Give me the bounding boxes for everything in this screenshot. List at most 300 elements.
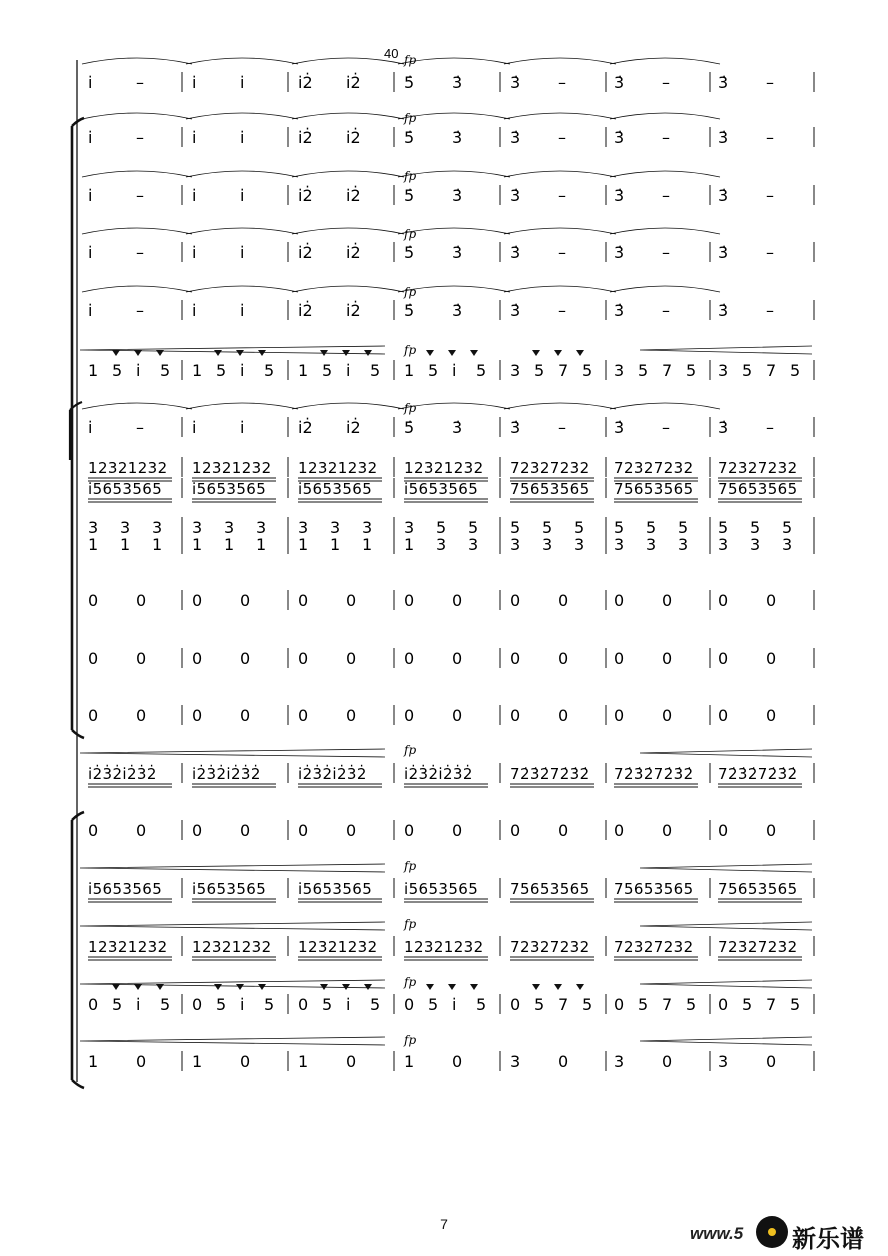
note: – [136,73,144,92]
note-figure: 72̇3̇2̇72̇3̇2̇ [510,765,590,783]
note: – [662,73,670,92]
note: 3̇ [718,243,729,262]
accent-mark [470,350,478,356]
measure [404,243,462,262]
note: 0 [510,995,521,1014]
note: 0 [404,995,415,1014]
note: 0 [404,649,415,668]
measure [510,535,584,554]
note: 0 [452,649,463,668]
note: 3̇ [510,301,521,320]
accent-mark [426,984,434,990]
slur [186,228,298,234]
slur [82,286,192,292]
measure [88,418,144,437]
note: 0 [346,1052,357,1071]
note: 0 [766,591,777,610]
note: 3̇ [510,73,521,92]
measure [404,995,486,1014]
measure [192,938,276,960]
note: 3 [88,518,99,537]
note: 5 [428,361,439,380]
note: 3 [362,518,373,537]
note: – [558,128,566,147]
measure [88,938,172,960]
note: 5 [790,361,801,380]
note: i̇ [240,73,245,92]
measure [88,459,172,481]
measure [510,765,594,787]
note: i̇2̇ [346,73,361,92]
note: – [766,243,774,262]
note: 0 [240,1052,251,1071]
slur [292,171,404,177]
measure [88,73,144,92]
note: 0 [240,649,251,668]
accent-mark [448,984,456,990]
note-figure: 12321232 [192,938,272,956]
note-figure: i̇5653565 [88,880,163,898]
note: 0 [404,591,415,610]
note: 0 [510,821,521,840]
note: 5 [112,995,123,1014]
note: 5 [264,361,275,380]
note: 5̇ [404,73,415,92]
dynamic-mark: fp [404,1033,417,1047]
measure [614,1052,672,1071]
slur [292,228,404,234]
note: 3̇ [614,73,625,92]
measure [404,128,462,147]
slur [292,286,404,292]
note-figure: 75653565 [614,480,694,498]
note: 3̇ [452,243,463,262]
accent-mark [258,984,266,990]
measure [88,128,144,147]
note: 0 [614,649,625,668]
note: 7 [662,361,673,380]
note: 0 [298,821,309,840]
note: 0 [510,706,521,725]
measure [404,361,486,380]
note: i̇ [88,128,93,147]
hairpin [80,922,385,930]
note-figure: 72̇3̇2̇72̇3̇2̇ [614,765,694,783]
measure [88,1052,146,1071]
measure [298,301,361,320]
note-figure: 72327232 [614,459,694,477]
dynamic-mark: fp [404,975,417,989]
note: 3 [256,518,267,537]
accent-mark [364,350,372,356]
note: 0 [136,591,147,610]
accent-mark [426,350,434,356]
note: i̇ [88,418,93,437]
note-figure: 72327232 [718,459,798,477]
measure [88,591,146,610]
measure [614,301,670,320]
note: i̇ [88,301,93,320]
slur [504,286,616,292]
measure [510,128,566,147]
note: 0 [718,821,729,840]
note: i̇ [192,418,197,437]
note: i̇ [346,361,351,380]
measure [510,361,592,380]
measure [718,243,774,262]
staff-melody-5 [88,300,814,320]
measure [614,821,672,840]
note: i̇ [240,418,245,437]
note: 5 [638,361,649,380]
note: 1 [298,1052,309,1071]
note: 0 [614,706,625,725]
note-figure: 72̇3̇2̇72̇3̇2̇ [718,765,798,783]
note: 5 [678,518,689,537]
note: – [766,301,774,320]
measure [510,706,568,725]
accent-mark [342,984,350,990]
note: 3̇ [614,301,625,320]
note-figure: 75653565 [510,480,590,498]
measure [718,765,802,787]
note-figure: 72327232 [510,938,590,956]
note: 0 [558,591,569,610]
note: 5 [216,361,227,380]
accent-mark [236,984,244,990]
note: – [558,186,566,205]
note: 0 [192,649,203,668]
measure [614,706,672,725]
note: 0 [452,591,463,610]
note: 0 [136,706,147,725]
note: i̇ [452,995,457,1014]
measure [614,73,670,92]
dynamic-mark: fp [404,285,417,299]
measure [298,459,382,481]
note-figure: 72327232 [614,938,694,956]
staff-melody-3 [88,185,814,205]
dynamic-mark: fp [404,343,417,357]
note: 5 [322,361,333,380]
note: 1 [152,535,163,554]
measure [510,73,566,92]
measure [298,73,361,92]
note: i̇ [240,243,245,262]
slur [186,171,298,177]
staff-melody-1 [88,72,814,92]
note: i̇2̇ [346,128,361,147]
slur [186,286,298,292]
accent-mark [112,984,120,990]
measure [298,764,382,787]
measure [298,649,356,668]
measure [298,591,356,610]
note: i̇2̇ [298,301,313,320]
measure [404,480,488,502]
hairpin [640,749,812,757]
measure [718,535,792,554]
measure [404,459,488,481]
note: – [136,128,144,147]
measure [404,764,488,787]
accent-mark [554,984,562,990]
staff-rest-4 [88,820,814,840]
note: 0 [510,591,521,610]
measure [192,301,244,320]
note-figure: 12321232 [404,938,484,956]
accent-mark [576,350,584,356]
measure [718,418,774,437]
measure [404,186,462,205]
note: 5 [742,995,753,1014]
note-figure: i̇5653565 [404,480,479,498]
note: 5 [542,518,553,537]
hairpin [80,980,385,988]
measure [192,459,276,481]
measure [88,243,144,262]
note: 3̇ [510,186,521,205]
note: 0 [88,821,99,840]
note-figure: 12321232 [88,938,168,956]
note: 3 [718,535,729,554]
watermark-url: www.5 [690,1224,744,1243]
note: 1 [256,535,267,554]
measure [192,706,250,725]
watermark [690,1216,880,1252]
note: 5 [428,995,439,1014]
staff-rest-3 [88,705,814,725]
measure [298,995,380,1014]
note: 1 [192,535,203,554]
note: 5 [534,361,545,380]
note: 0 [192,821,203,840]
measure [298,706,356,725]
note: – [662,418,670,437]
slur [610,403,720,409]
dynamic-mark: fp [404,53,417,67]
bracket-bass [72,812,84,1088]
measure [718,301,774,320]
note: 3 [718,1052,729,1071]
note: 5 [742,361,753,380]
note: 0 [88,649,99,668]
note-figure: i̇2̇3̇2̇i̇2̇3̇2̇ [404,765,473,783]
note-figure: i̇2̇3̇2̇i̇2̇3̇2̇ [298,765,367,783]
note: i̇2̇ [346,418,361,437]
note: – [558,301,566,320]
measure [298,186,361,205]
measure [404,706,462,725]
note: 0 [614,591,625,610]
note: 1 [88,361,99,380]
note: 3 [614,361,625,380]
note: 3̇ [614,243,625,262]
note: 0 [452,821,463,840]
measure [614,649,672,668]
note: 7 [558,361,569,380]
measure [614,880,698,902]
note: 3 [574,535,585,554]
note: 3 [436,535,447,554]
staff-figure-hi [88,763,814,787]
note-figure: 75653565 [614,880,694,898]
note: 5 [574,518,585,537]
accent-mark [554,350,562,356]
note: i̇2̇ [298,418,313,437]
measure [718,1052,776,1071]
note-figure: 72327232 [718,938,798,956]
measure [718,459,802,481]
note: 3 [152,518,163,537]
note: – [136,243,144,262]
note: 0 [662,591,673,610]
note: 5 [750,518,761,537]
note: 5 [436,518,447,537]
measure [192,1052,250,1071]
note: 5 [510,518,521,537]
note-figure: i̇5653565 [192,880,267,898]
measure [718,186,774,205]
note: – [766,186,774,205]
slur [504,58,616,64]
note: 0 [346,591,357,610]
measure [192,764,276,787]
measure [404,821,462,840]
note: 0 [510,649,521,668]
measure [614,480,698,502]
accent-mark [532,984,540,990]
note: 0 [346,706,357,725]
note: i̇ [136,361,141,380]
slur [610,286,720,292]
slur [292,113,404,119]
note: 3 [718,361,729,380]
note: 3̇ [614,128,625,147]
accent-mark [214,984,222,990]
note-figure: i̇5653565 [298,480,373,498]
staff-figure-bot [88,478,814,502]
accent-mark [532,350,540,356]
note: 1 [224,535,235,554]
note: 0 [404,706,415,725]
note: i̇ [136,995,141,1014]
note: – [662,301,670,320]
note: 0 [298,649,309,668]
accent-mark [342,350,350,356]
staff-chord-bot [88,534,814,554]
dynamic-mark: fp [404,917,417,931]
measure [88,361,170,380]
accent-mark [236,350,244,356]
note: 5 [686,995,697,1014]
note: – [136,301,144,320]
note: i̇ [192,73,197,92]
accent-mark [576,984,584,990]
note: – [136,186,144,205]
accent-mark [112,350,120,356]
note: 3 [614,1052,625,1071]
accent-mark [134,350,142,356]
note: 1 [88,1052,99,1071]
note: i̇ [346,995,351,1014]
note: i̇ [240,995,245,1014]
note: 1 [404,361,415,380]
note-figure: 12321232 [88,459,168,477]
measure [718,73,774,92]
note: 5 [216,995,227,1014]
measure [718,128,774,147]
slur [82,58,192,64]
note: 3 [782,535,793,554]
slur [610,58,720,64]
note: 1 [362,535,373,554]
note: 0 [298,995,309,1014]
note: 0 [766,706,777,725]
note: 1 [120,535,131,554]
slur [504,171,616,177]
note-figure: 75653565 [718,880,798,898]
note: 0 [614,995,625,1014]
measure [510,301,566,320]
note: 3 [468,535,479,554]
staff-rest-1 [88,590,814,610]
note: 0 [662,821,673,840]
note: 5 [582,995,593,1014]
note: 0 [298,591,309,610]
measure [510,1052,568,1071]
measure [192,591,250,610]
note-figure: 12321232 [192,459,272,477]
measure [614,459,698,481]
measure [614,361,696,380]
slur [82,171,192,177]
measure [614,535,688,554]
measure [718,995,800,1014]
hairpin [80,1037,385,1045]
note: – [558,418,566,437]
note: 5 [718,518,729,537]
measure [192,995,274,1014]
staff-figure-top [88,457,814,481]
note: 0 [346,821,357,840]
note: 3̇ [452,73,463,92]
note: 5 [686,361,697,380]
note: – [766,418,774,437]
measure [614,765,698,787]
note: 5̇ [404,418,415,437]
measure [88,706,146,725]
note: i̇ [192,128,197,147]
note: 1 [404,535,415,554]
note: 5 [476,361,487,380]
note: 0 [136,1052,147,1071]
note: 5 [264,995,275,1014]
measure [88,301,144,320]
measure [298,938,382,960]
note: 3̇ [510,128,521,147]
staff-melody-4 [88,242,814,262]
slur [292,403,404,409]
slur [186,113,298,119]
note: 3̇ [614,418,625,437]
note: 1 [298,361,309,380]
note: 3̇ [452,186,463,205]
note: i̇ [88,186,93,205]
note: 3 [510,361,521,380]
note: 0 [718,995,729,1014]
note: 5 [790,995,801,1014]
